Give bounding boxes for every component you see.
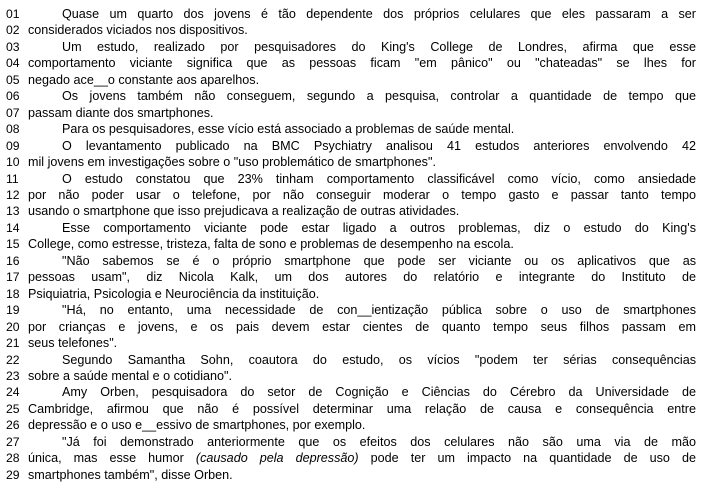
text-line [6,6,696,22]
line-text: Para os pesquisadores, esse vício está associado a problemas de saúde mental. [62,122,515,137]
text-line [6,236,696,252]
text-line [6,121,696,137]
line-text: comportamento viciante significa que as pessoas ficam "em pânico" ou "chateadas" se lhes for [28,56,696,71]
text-line [6,39,696,55]
line-number: 06 [6,89,20,104]
line-number: 02 [6,23,20,38]
text-line [6,138,696,154]
text-line [6,319,696,335]
plain-text: pode ter um impacto na quantidade de uso de [358,451,696,466]
line-text: negado ace__o constante aos aparelhos. [28,72,260,87]
text-line [6,417,696,433]
line-number: 14 [6,220,20,235]
line-text: "Já foi demonstrado anteriormente que os efeitos dos celulares não são uma via de mão [62,434,696,449]
line-number: 01 [6,7,20,21]
line-number: 21 [6,336,20,351]
line-text: pessoas usam", diz Nicola Kalk, um dos autores do relatório e integrante do Instituto de [28,270,696,285]
line-text: "Há, no entanto, uma necessidade de con__ientização pública sobre o uso de smartphones [62,303,696,318]
line-text: Quase um quarto dos jovens é tão dependente dos próprios celulares que eles passaram a ser [62,7,696,21]
line-number: 08 [6,122,20,137]
line-number: 29 [6,467,20,482]
text-line [6,269,696,285]
line-number: 28 [6,451,20,466]
text-line [6,55,696,71]
line-text: Segundo Samantha Sohn, coautora do estudo, os vícios "podem ter sérias consequências [62,352,696,367]
line-text: Esse comportamento viciante pode estar ligado a outros problemas, diz o estudo do King's [62,220,696,235]
line-number: 26 [6,418,20,433]
text-line [6,220,696,236]
text-line [6,450,696,466]
line-number: 17 [6,270,20,285]
text-line [6,154,696,170]
plain-text: única, mas esse humor [28,451,196,466]
line-number: 11 [6,171,19,186]
text-line [6,401,696,417]
line-number: 27 [6,434,20,449]
line-text: depressão e o uso e__essivo de smartphones, por exemplo. [28,418,366,433]
line-number: 16 [6,253,20,268]
line-number: 09 [6,138,20,153]
line-number: 18 [6,286,20,301]
line-text: smartphones também", disse Orben. [28,467,233,482]
line-text: seus telefones". [28,336,118,351]
line-text: mil jovens em investigações sobre o "uso problemático de smartphones". [28,155,436,170]
line-text: sobre a saúde mental e o cotidiano". [28,368,233,383]
line-number: 20 [6,319,20,334]
line-number: 13 [6,204,20,219]
emphasis-text: (causado pela depressão) [195,451,359,466]
line-text: Amy Orben, pesquisadora do setor de Cognição e Ciências do Cérebro da Universidade de [62,385,696,400]
text-line [6,302,696,318]
line-number: 19 [6,303,20,318]
line-text: por não poder usar o telefone, por não conseguir moderar o tempo gasto e passar tanto tempo [28,187,696,202]
line-text: usando o smartphone que isso prejudicava a realização de outras atividades. [28,204,460,219]
line-number: 12 [6,187,20,202]
line-text [28,450,696,466]
line-text: Um estudo, realizado por pesquisadores do King's College de Londres, afirma que esse [62,39,696,54]
text-line [6,187,696,203]
text-line [6,467,696,483]
line-text: O levantamento publicado na BMC Psychiatry analisou 41 estudos anteriores envolvendo 42 [62,138,696,153]
text-line [6,203,696,219]
text-line [6,171,696,187]
text-line [6,286,696,302]
text-line [6,384,696,400]
line-text: por crianças e jovens, e os pais devem estar cientes de quanto tempo seus filhos passam em [28,319,696,334]
line-number: 10 [6,155,20,170]
text-line [6,105,696,121]
line-number: 04 [6,56,20,71]
text-line [6,368,696,384]
line-number: 07 [6,105,20,120]
text-line [6,72,696,88]
line-number: 24 [6,385,20,400]
line-number: 22 [6,352,20,367]
line-number: 05 [6,72,20,87]
line-text: College, como estresse, tristeza, falta de sono e problemas de desempenho na escola. [28,237,514,252]
line-text: considerados viciados nos dispositivos. [28,23,248,38]
line-number: 25 [6,401,20,416]
text-line [6,352,696,368]
line-number: 23 [6,368,20,383]
line-text: passam diante dos smartphones. [28,105,214,120]
line-text: Os jovens também não conseguem, segundo a pesquisa, controlar a quantidade de tempo que [62,89,696,104]
text-line [6,88,696,104]
line-text: O estudo constatou que 23% tinham comportamento classificável como vício, como ansiedade [62,171,696,186]
text-line [6,434,696,450]
line-text: Cambridge, afirmou que não é possível determinar uma relação de causa e consequência entre [28,401,696,416]
line-number: 03 [6,39,20,54]
text-line [6,22,696,38]
line-number: 15 [6,237,20,252]
text-line [6,335,696,351]
text-line [6,253,696,269]
line-text: Psiquiatria, Psicologia e Neurociência da instituição. [28,286,320,301]
line-text: "Não sabemos se é o próprio smartphone que pode ser viciante ou os aplicativos que as [62,253,696,268]
